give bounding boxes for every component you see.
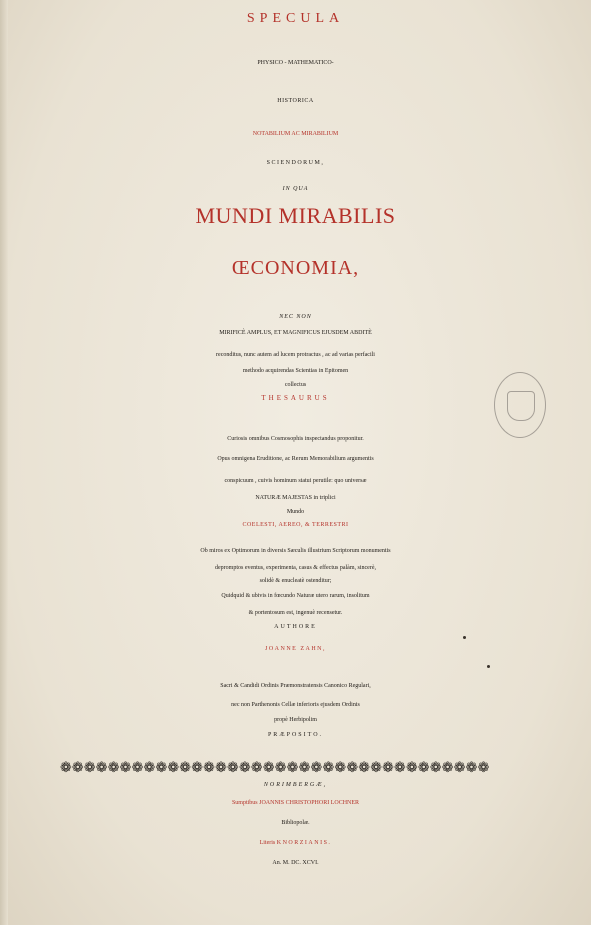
library-stamp-icon: [494, 372, 546, 438]
imprint-date: An. M. DC. XCVI.: [272, 860, 319, 866]
ornament-border-glyphs: ❁❁❁❁❁❁❁❁❁❁❁❁❁❁❁❁❁❁❁❁❁❁❁❁❁❁❁❁❁❁❁❁❁❁❁❁: [60, 760, 490, 776]
title-line-mundi-mirabilis: MUNDI MIRABILIS: [195, 203, 396, 228]
title-line-in-qua: IN QUA: [282, 186, 309, 192]
title-line-portentosum: & portentosum est, ingenuè recensetur.: [248, 610, 343, 616]
title-line-historica: HISTORICA: [277, 98, 314, 104]
title-line-sacri: Sacri & Candidi Ordinis Præmonstratensis Canonico Regulari,: [220, 683, 371, 689]
imprint-place: NORIMBERGÆ,: [263, 782, 328, 788]
title-line-specula: SPECULA: [246, 11, 345, 26]
title-line-naturae: NATURÆ MAJESTAS in triplici: [255, 495, 336, 501]
title-line-conspicuum: conspicuum , cuivis hominum statui perutile: quo universæ: [224, 478, 367, 484]
title-line-joanne-zahn: JOANNE ZAHN,: [265, 646, 326, 652]
title-line-sciendorum: SCIENDORUM,: [266, 160, 325, 166]
title-line-methodo: methodo acquirendas Scientias in Epitomen: [242, 368, 349, 374]
title-line-coelesti: COELESTI, AEREO, & TERRESTRI: [242, 522, 349, 528]
imprint-printer-name: KNORZIANIS.: [276, 840, 332, 846]
imprint-publisher: [0, 800, 591, 806]
title-line-parthenonis: nec non Parthenonis Cellæ inferioris ejusdem Ordinis: [231, 702, 360, 708]
title-line-curiosis: Curiosis omnibus Cosmosophis inspectandus proponitur.: [227, 436, 364, 442]
title-line-praeposito: PRÆPOSITO.: [267, 732, 324, 738]
title-line-collectus: collectus: [284, 382, 307, 388]
imprint-bibliopolae: Bibliopolæ.: [281, 820, 310, 826]
title-line-solide: solidè & enucleatè ostenditur;: [259, 578, 332, 584]
title-line-authore: AUTHORE: [274, 624, 317, 630]
title-line-mirifice: MIRIFICÈ AMPLUS, ET MAGNIFICUS EJUSDEM ABDITÈ: [219, 330, 372, 336]
ink-speck: [463, 636, 466, 639]
title-line-nec-non: NEC NON: [279, 314, 312, 320]
title-line-physico: PHYSICO - MATHEMATICO-: [257, 60, 334, 66]
ornament-border: [60, 760, 566, 776]
imprint-literis: Literis: [259, 840, 277, 846]
title-line-ob-miros: Ob miros ex Optimorum in diversis Sæculis illustrium Scriptorum monumentis: [200, 548, 391, 554]
imprint-sumptibus: Sumptibus: [231, 800, 260, 806]
title-line-thesaurus: THESAURUS: [261, 394, 330, 402]
title-line-mundo: Mundo: [286, 509, 305, 515]
title-line-reconditus: reconditus, nunc autem ad lucem protractus , ac ad varias perfacili: [216, 352, 375, 358]
title-line-depromptos: depromptos eventus, experimenta, casus & effectus palàm, sincerè,: [214, 565, 376, 571]
title-line-notabilium: NOTABILIUM AC MIRABILIUM: [252, 131, 339, 137]
title-line-prope: propè Herbipolim: [274, 717, 317, 723]
title-line-quidquid: Quidquid & ubivis in fœcundo Naturæ utero rarum, insolitum: [221, 593, 370, 599]
title-line-opus: Opus omnigena Eruditione, ac Rerum Memorabilium argumentis: [217, 456, 374, 462]
title-line-oeconomia: ŒCONOMIA,: [231, 257, 360, 279]
imprint-publisher-name: JOANNIS CHRISTOPHORI LOCHNER: [259, 800, 360, 806]
imprint-printer: [0, 840, 591, 846]
ink-speck: [487, 665, 490, 668]
